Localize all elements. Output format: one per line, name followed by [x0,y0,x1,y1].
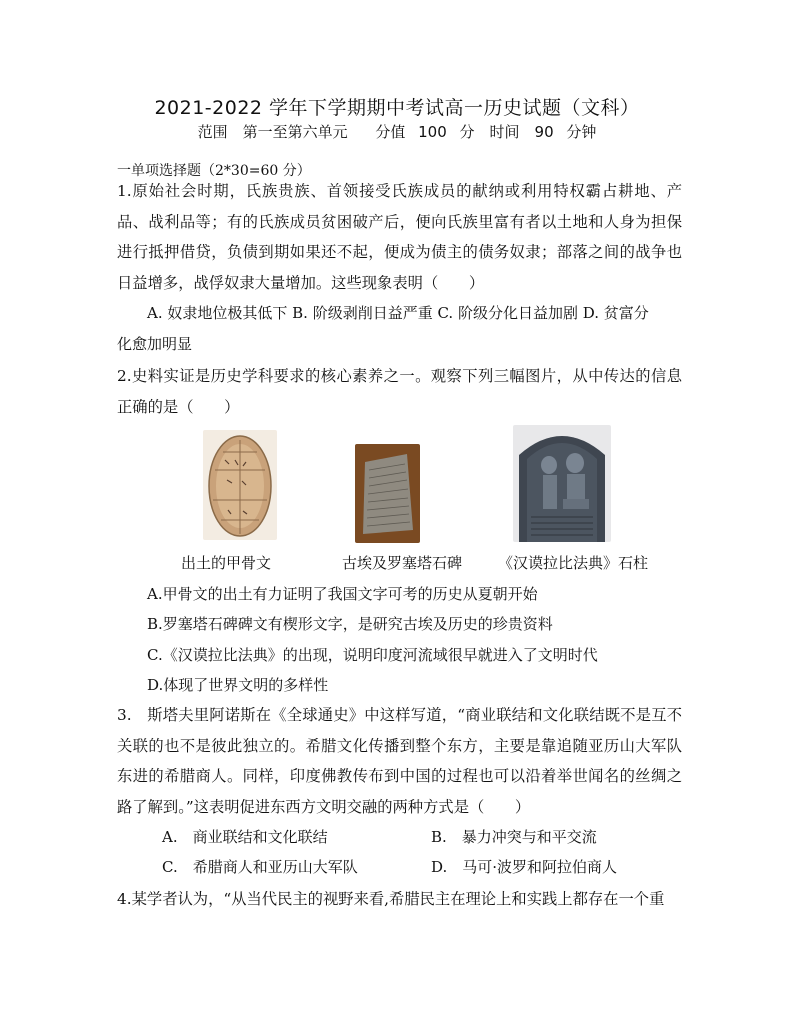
question-4-stem: 4.某学者认为，“从当代民主的视野来看,希腊民主在理论上和实践上都存在一个重 [117,890,665,908]
question-1-options-cont: 化愈加明显 [117,335,193,353]
question-1-stem: 1.原始社会时期，氏族贵族、首领接受氏族成员的献纳或利用特权霸占耕地、产品、战利品等；有的氏族成员贫困破产后，便向氏族里富有者以土地和人身为担保进行抵押借贷，负债到期如果还不起，便成为债主的债务奴隶；部落之间的战争也日益增多，战俘奴隶大量增加。这些现象表明（ ） [117,182,682,292]
question-3-option-d: D. 马可·波罗和阿拉伯商人 [431,858,618,876]
question-3-option-c: C. 希腊商人和亚历山大军队 [162,858,358,876]
question-1-options: A. 奴隶地位极其低下 B. 阶级剥削日益严重 C. 阶级分化日益加剧 D. 贫富分 [147,304,649,322]
section-heading: 一单项选择题（2*30=60 分） [117,163,311,179]
hammurabi-stele-image [513,425,611,542]
question-3-option-b: B. 暴力冲突与和平交流 [431,828,597,846]
question-2-option-b: B.罗塞塔石碑碑文有楔形文字，是研究古埃及历史的珍贵资料 [147,615,553,633]
question-2-option-c: C.《汉谟拉比法典》的出现，说明印度河流域很早就进入了文明时代 [147,646,598,664]
question-2-option-a: A.甲骨文的出土有力证明了我国文字可考的历史从夏朝开始 [147,585,538,603]
exam-subtitle: 范围 第一至第六单元 分值 100 分 时间 90 分钟 [197,123,597,141]
rosetta-stone-image [355,444,420,543]
caption-hammurabi-stele: 《汉谟拉比法典》石柱 [498,554,649,572]
question-3-stem: 3. 斯塔夫里阿诺斯在《全球通史》中这样写道，“商业联结和文化联结既不是互不关联的也不是彼此独立的。希腊文化传播到整个东方，主要是靠追随亚历山大军队东进的希腊商人。同样，印度佛教传布到中国的过程也可以沿着举世闻名的丝绸之路了解到。”这表明促进东西方文明交融的两种方式是（ ） [117,706,682,816]
question-3-option-a: A. 商业联结和文化联结 [162,828,328,846]
question-2-stem: 2.史料实证是历史学科要求的核心素养之一。观察下列三幅图片，从中传达的信息正确的是（ ） [117,367,682,416]
exam-title: 2021-2022 学年下学期期中考试高一历史试题（文科） [154,97,640,119]
oracle-bone-image [203,430,277,540]
caption-rosetta-stone: 古埃及罗塞塔石碑 [342,554,463,572]
caption-oracle-bone: 出土的甲骨文 [181,554,272,572]
question-2-option-d: D.体现了世界文明的多样性 [147,676,329,694]
